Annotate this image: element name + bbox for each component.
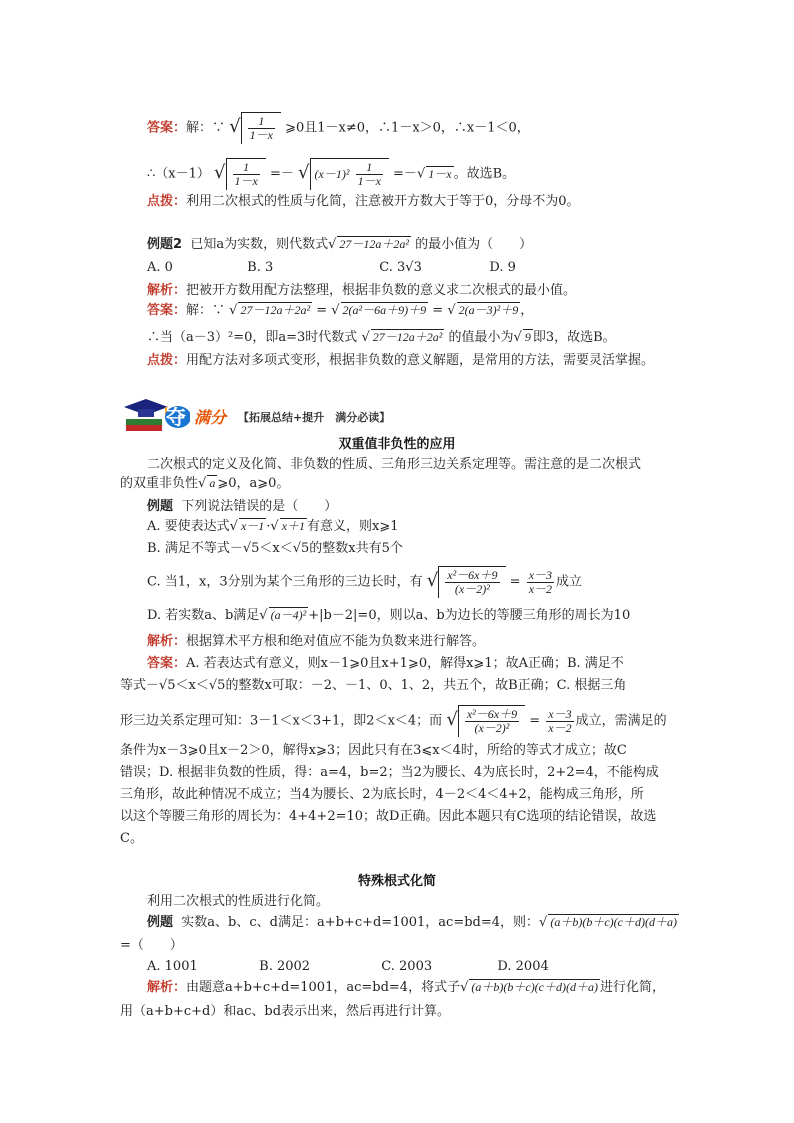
topic1-intro-2: 的双重非负性√ a ⩾0，a⩾0。 — [120, 476, 290, 491]
answer-label: 答案： — [147, 120, 187, 136]
section-banner — [120, 395, 420, 433]
example2-options — [147, 259, 516, 277]
topic1-answer-8: C。 — [120, 831, 143, 846]
radical: √ $\frac{1}{1-x}$ — [214, 158, 266, 190]
option-d: D. 9 — [489, 260, 516, 275]
tip1 — [147, 193, 580, 211]
factor: (x－1)² — [314, 167, 350, 181]
num: x²－6x＋9 — [447, 568, 498, 582]
topic1-answer-6: 三角形，故此种情况不成立；当4为腰长、2为底长时，4－2＜4＜4+2，能构成三角形，所 — [120, 787, 644, 802]
example-label: 例题2 — [147, 237, 183, 252]
answer-text: 解：∵ — [186, 120, 226, 136]
answer-text: =－ — [393, 166, 417, 182]
topic1-option-a: A. 要使表达式√ x－1 ·√ x＋1 有意义，则x⩾1 — [147, 519, 399, 534]
answer-text: ∴（x－1） — [147, 166, 210, 182]
example2-question: 例题2 已知a为实数，则代数式√ 27－12a＋2a² 的最小值为（ ） — [147, 237, 533, 252]
answer1-line2: ∴（x－1） √ $\frac{1}{1-x}$ =－ √ (x－1)² $\frac{1}{1-x}$ =－√ 1－x 。故选B。 — [147, 160, 516, 188]
den: (x－2)² — [474, 721, 510, 735]
radicand: 9 — [524, 330, 531, 344]
topic1-example — [147, 498, 337, 516]
radical: √ (x－1)² $\frac{1}{1-x}$ — [298, 158, 389, 190]
den: 1－x — [249, 128, 273, 142]
radical: √ $\frac{\text{x²－6x＋9}}{\text{(x－2)²}}$ — [427, 566, 506, 598]
option-text: 成立 — [556, 574, 583, 590]
radicand: 27－12a＋2a² — [372, 330, 443, 344]
option-b: B. 2002 — [259, 959, 311, 974]
answer-text: 。故选B。 — [453, 166, 516, 182]
topic2-example-end: =（ ） — [120, 938, 183, 953]
topic1-title: 双重值非负性的应用 — [338, 437, 456, 452]
answer-text: 解：∵ — [186, 303, 226, 318]
question-text: 实数a、b、c、d满足：a+b+c+d=1001，ac=bd=4，则： — [181, 915, 540, 930]
analysis-text: 把被开方数用配方法整理，根据非负数的意义求二次根式的最小值。 — [186, 283, 577, 298]
num: x²－6x＋9 — [466, 707, 518, 721]
answer-text: A. 若表达式有意义，则x－1⩾0且x+1⩾0，解得x⩾1；故A正确；B. 满足不 — [186, 656, 624, 671]
banner-subtitle: 【拓展总结+提升 满分必读】 — [238, 411, 391, 424]
num: 1 — [233, 161, 260, 175]
analysis-label: 解析： — [147, 980, 187, 995]
answer-text: ∴当（a－3）²=0，即a=3时代数式 — [147, 330, 358, 345]
question-text: 的最小值为（ ） — [415, 237, 533, 252]
option-text: A. 要使表达式 — [147, 519, 230, 534]
example2-answer-2: ∴当（a－3）²=0，即a=3时代数式 √ 27－12a＋2a² 的值最小为√ 9 即3，故选B。 — [147, 330, 616, 345]
option-text: +|b－2|=0，则以a、b为边长的等腰三角形的周长为10 — [308, 608, 631, 623]
topic2-intro: 利用二次根式的性质进行化简。 — [147, 894, 330, 909]
topic1-answer-1 — [147, 655, 624, 673]
radicand: (a－4)² — [270, 608, 307, 622]
topic1-option-d: D. 若实数a、b满足√ (a－4)² +|b－2|=0，则以a、b为边长的等腰三角形的周长为10 — [147, 608, 631, 623]
banner-title: 满分 — [194, 408, 227, 427]
radicand: x－1 — [240, 519, 265, 533]
example-label: 例题 — [147, 915, 174, 930]
example-label: 例题 — [147, 499, 174, 514]
option-b: B. 3 — [247, 260, 274, 275]
analysis-text: 由题意a+b+c+d=1001，ac=bd=4，将式子 — [186, 980, 461, 995]
topic1-answer-2: 等式－√5＜x＜√5的整数x可取：－2、－1、0、1、2，共五个，故B正确；C. 根据三角 — [120, 678, 627, 693]
topic1-answer-5: 错误；D. 根据非负数的性质，得：a=4，b=2；当2为腰长、4为底长时，2+2=4，不能构成 — [120, 765, 659, 780]
option-a: A. 0 — [147, 260, 173, 275]
analysis-label: 解析： — [147, 283, 187, 298]
tip-label: 点拨： — [147, 353, 187, 368]
radicand: (a＋b)(b＋c)(c＋d)(d＋a) — [471, 980, 598, 994]
topic1-answer-3: 形三边关系定理可知：3－1＜x＜3+1，即2＜x＜4；而 √ $\frac{\text{x²－6x＋9}}{\text{(x－2)²}}$ = $\frac{x-3}{x-2}$ 成立，需满足的 — [120, 706, 667, 735]
answer-text: 即3，故选B。 — [532, 330, 616, 345]
num: x－3 — [528, 567, 553, 582]
den: x－2 — [548, 720, 572, 735]
den: 1－x — [234, 174, 258, 188]
radicand: 1－x — [428, 166, 452, 181]
answer-text: 的值最小为 — [448, 330, 514, 345]
topic2-options — [147, 958, 549, 976]
answer-text: 形三边关系定理可知：3－1＜x＜3+1，即2＜x＜4；而 — [120, 713, 443, 729]
tip-label: 点拨： — [147, 194, 187, 209]
answer1-line1 — [147, 112, 530, 144]
radicand: 2(a²－6a＋9)＋9 — [342, 303, 427, 317]
radicand: x＋1 — [281, 519, 306, 533]
topic1-answer-4: 条件为x－3⩾0且x－2＞0，解得x⩾3；因此只有在3⩽x＜4时，所给的等式才成立；故C — [120, 743, 627, 758]
example2-analysis — [147, 282, 576, 300]
analysis-label: 解析： — [147, 634, 187, 649]
tip-text: 利用二次根式的性质与化简，注意被开方数大于等于0，分母不为0。 — [186, 194, 580, 209]
topic2-title: 特殊根式化简 — [357, 874, 436, 889]
topic1-intro: 二次根式的定义及化简、非负数的性质、三角形三边关系定理等。需注意的是二次根式 — [147, 457, 642, 472]
radicand: a — [209, 476, 216, 490]
analysis-text: 进行化简， — [600, 980, 666, 995]
answer-label: 答案： — [147, 303, 187, 318]
option-text: C. 当1，x，3分别为某个三角形的三边长时，有 — [147, 574, 423, 590]
option-c: C. 2003 — [381, 959, 433, 974]
analysis-text: 根据算术平方根和绝对值应不能为负数来进行解答。 — [186, 634, 486, 649]
option-d: D. 2004 — [497, 959, 549, 974]
option-text: 有意义，则x⩾1 — [307, 519, 399, 534]
example2-answer: 答案：解：∵ √ 27－12a＋2a² = √ 2(a²－6a＋9)＋9 = √ 2(a－3)²＋9 ， — [147, 303, 534, 318]
question-text: 已知a为实数，则代数式 — [190, 237, 329, 252]
radical: √ $\frac{\text{x²－6x＋9}}{\text{(x－2)²}}$ — [446, 705, 525, 737]
topic1-option-c: C. 当1，x，3分别为某个三角形的三边长时，有 √ $\frac{\text{x²－6x＋9}}{\text{(x－2)²}}$ = $\frac{x-3}{x-2}$ 成立 — [147, 567, 583, 596]
num: x－3 — [548, 706, 572, 721]
option-a: A. 1001 — [147, 959, 198, 974]
num: 1 — [248, 115, 275, 129]
den: x－2 — [528, 581, 553, 596]
option-text: D. 若实数a、b满足 — [147, 608, 260, 623]
radicand: 27－12a＋2a² — [240, 303, 311, 317]
topic1-answer-7: 以这个等腰三角形的周长为：4+4+2=10；故D正确。因此本题只有C选项的结论错误，故选 — [120, 809, 657, 824]
answer-text: 成立，需满足的 — [575, 713, 667, 729]
intro-text: 的双重非负性 — [120, 476, 199, 491]
topic1-analysis — [147, 633, 485, 651]
answer-text: ⩾0且1－x≠0，∴1－x＞0，∴x－1＜0， — [285, 120, 530, 136]
radicand: 27－12a＋2a² — [339, 237, 409, 251]
banner-char: 夺 — [166, 405, 186, 429]
topic1-option-b: B. 满足不等式－√5＜x＜√5的整数x共有5个 — [147, 541, 403, 556]
num: 1 — [356, 161, 383, 175]
den: 1－x — [357, 174, 381, 188]
intro-text: ⩾0，a⩾0。 — [217, 476, 290, 491]
topic2-example: 例题 实数a、b、c、d满足：a+b+c+d=1001，ac=bd=4，则：√ (a＋b)(b＋c)(c＋d)(d＋a) — [147, 915, 677, 930]
radical: √ $\frac{1}{1-x}$ — [229, 112, 281, 144]
radicand: (a＋b)(b＋c)(c＋d)(d＋a) — [550, 915, 677, 929]
radicand: 2(a－3)²＋9 — [458, 303, 519, 317]
den: (x－2)² — [454, 582, 490, 596]
question-text: 下列说法错误的是（ ） — [181, 499, 338, 514]
tip-text: 用配方法对多项式变形，根据非负数的意义解题，是常用的方法，需要灵活掌握。 — [186, 353, 655, 368]
answer-text: =－ — [269, 166, 294, 182]
topic2-analysis: 解析：由题意a+b+c+d=1001，ac=bd=4，将式子√ (a＋b)(b＋c)(c＋d)(d＋a) 进行化简， — [147, 980, 666, 995]
example2-tip — [147, 352, 654, 370]
option-c: C. 3√3 — [379, 260, 422, 275]
topic2-analysis-2: 用（a+b+c+d）和ac、bd表示出来，然后再进行计算。 — [120, 1004, 451, 1019]
answer-label: 答案： — [147, 656, 187, 671]
